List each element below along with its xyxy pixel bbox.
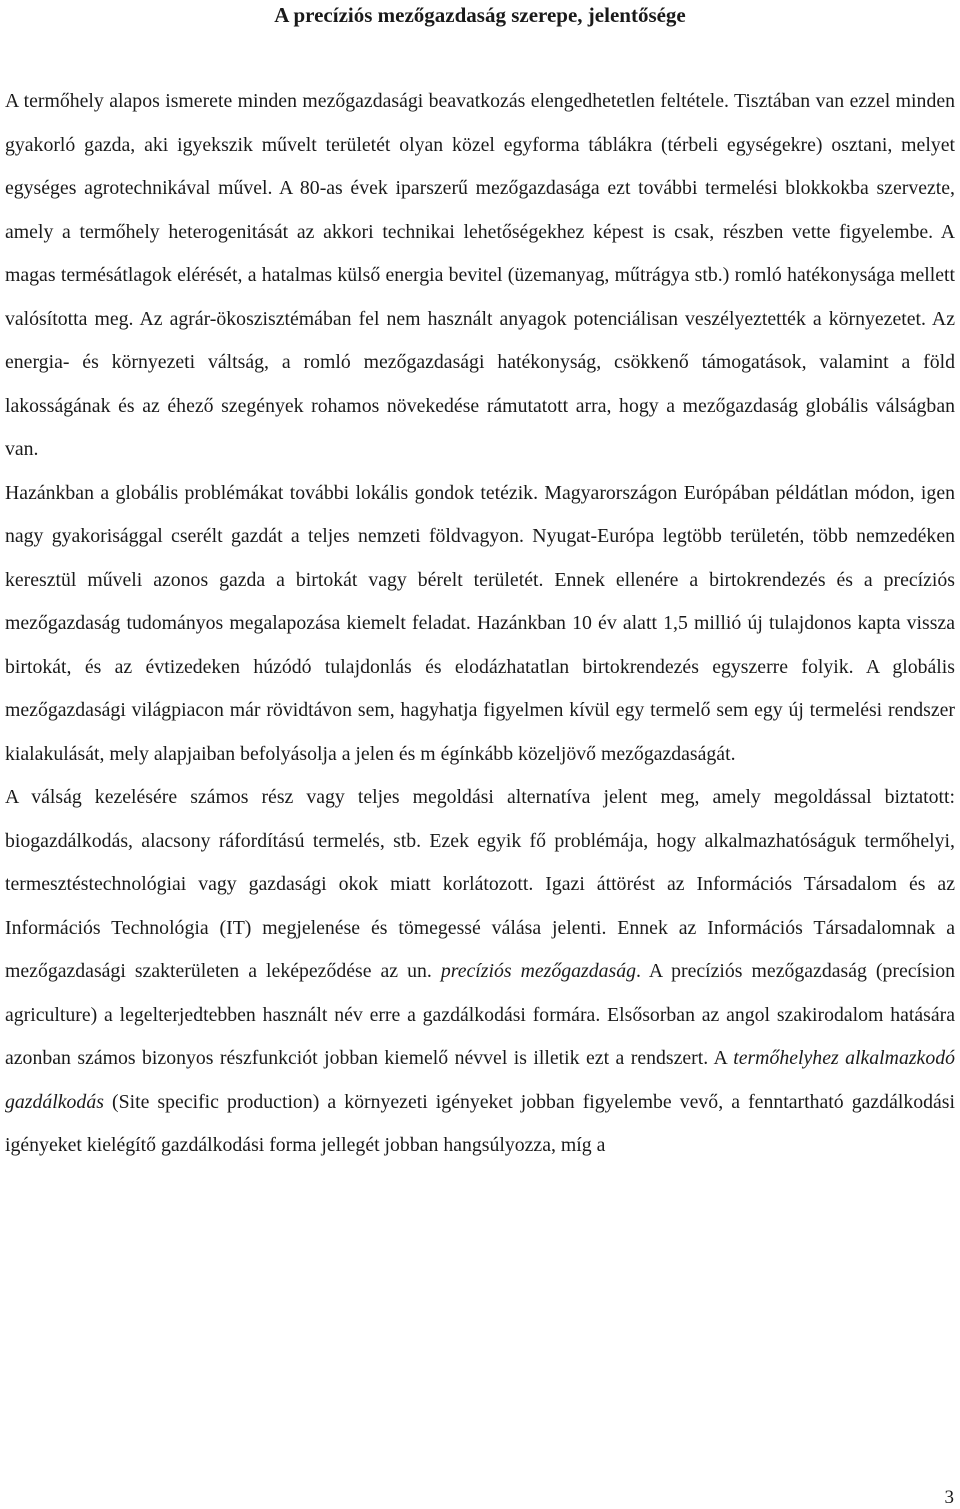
page-number: 3	[944, 1487, 954, 1508]
paragraph-3-italic-term-site-specific: termőhelyhez alkalmazkodó gazdálkodás	[5, 1047, 955, 1113]
paragraph-1-text: A termőhely alapos ismerete minden mezőgazdasági beavatkozás elengedhetetlen feltétele. Tisztában van ezzel minden gyakorló gazda, aki igyekszik művelt területét olyan közel egyforma táblákra (térbeli egységekre) osztani, melyet egységes agrotechnikával művel. A 80-as évek iparszerű mezőgazdasága ezt további termelési blokkokba szervezte, amely a termőhely heterogenitását az akkori technikai lehetőségekhez képest is csak, részben vette figyelembe. A magas termésátlagok elérését, a hatalmas külső energia bevitel (üzemanyag, műtrágya stb.) romló hatékonysága mellett valósította meg. Az agrár-ökoszisztémában fel nem használt anyagok potenciálisan veszélyeztették a környezetet. Az energia- és környezeti váltság, a romló mezőgazdasági hatékonyság, csökkenő támogatások, valamint a föld lakosságának és az éhező szegények rohamos növekedése rámutatott arra, hogy a mezőgazdaság globális válságban van.	[5, 90, 955, 460]
paragraph-2-text: Hazánkban a globális problémákat további lokális gondok tetézik. Magyarországon Európában példátlan módon, igen nagy gyakorisággal cserélt gazdát a teljes nemzeti földvagyon. Nyugat-Európa legtöbb területén, több nemzedéken keresztül műveli azonos gazda a birtokát vagy bérelt területét. Ennek ellenére a birtokrendezés és a precíziós mezőgazdaság tudományos megalapozása kiemelt feladat. Hazánkban 10 év alatt 1,5 millió új tulajdonos kapta vissza birtokát, és az évtizedeken húzódó tulajdonlás és elodázhatatlan birtokrendezés egyszerre folyik. A globális mezőgazdasági világpiacon már rövidtávon sem, hagyhatja figyelmen kívül egy termelő sem egy új termelési rendszer kialakulását, mely alapjaiban befolyásolja a jelen és m égínkább közeljövő mezőgazdaságát.	[5, 481, 955, 765]
document-page	[5, 0, 955, 1168]
paragraph-2	[5, 472, 955, 777]
document-title: A precíziós mezőgazdaság szerepe, jelentősége	[274, 3, 686, 27]
paragraph-3-text-b: . A precíziós mezőgazdaság (precísion agriculture) a legelterjedtebben használt név erre a gazdálkodási formára. Elsősorban az angol szakirodalom hatására azonban számos bizonyos részfunkciót jobban kiemelő névvel is illetik ezt a rendszert. A	[5, 960, 955, 1069]
paragraph-3	[5, 776, 955, 1168]
paragraph-3-text-a: A válság kezelésére számos rész vagy teljes megoldási alternatíva jelent meg, amely megoldással biztatott: biogazdálkodás, alacsony ráfordítású termelés, stb. Ezek egyik fő problémája, hogy alkalmazhatóságuk termőhelyi, termesztéstechnológiai vagy gazdasági okok miatt korlátozott. Igazi áttörést az Információs Társadalom és az Információs Technológia (IT) megjelenése és tömegessé válása jelenti. Ennek az Információs Társadalomnak a mezőgazdasági szakterületen a leképeződése az un.	[5, 786, 955, 982]
paragraph-1	[5, 80, 955, 472]
title-spacer	[5, 35, 955, 80]
paragraph-3-text-c: (Site specific production) a környezeti igényeket jobban figyelembe vevő, a fenntartható gazdálkodási igényeket kielégítő gazdálkodási forma jellegét jobban hangsúlyozza, míg a	[5, 1090, 955, 1156]
paragraph-3-italic-term-precision-agriculture: precíziós mezőgazdaság	[440, 960, 636, 982]
